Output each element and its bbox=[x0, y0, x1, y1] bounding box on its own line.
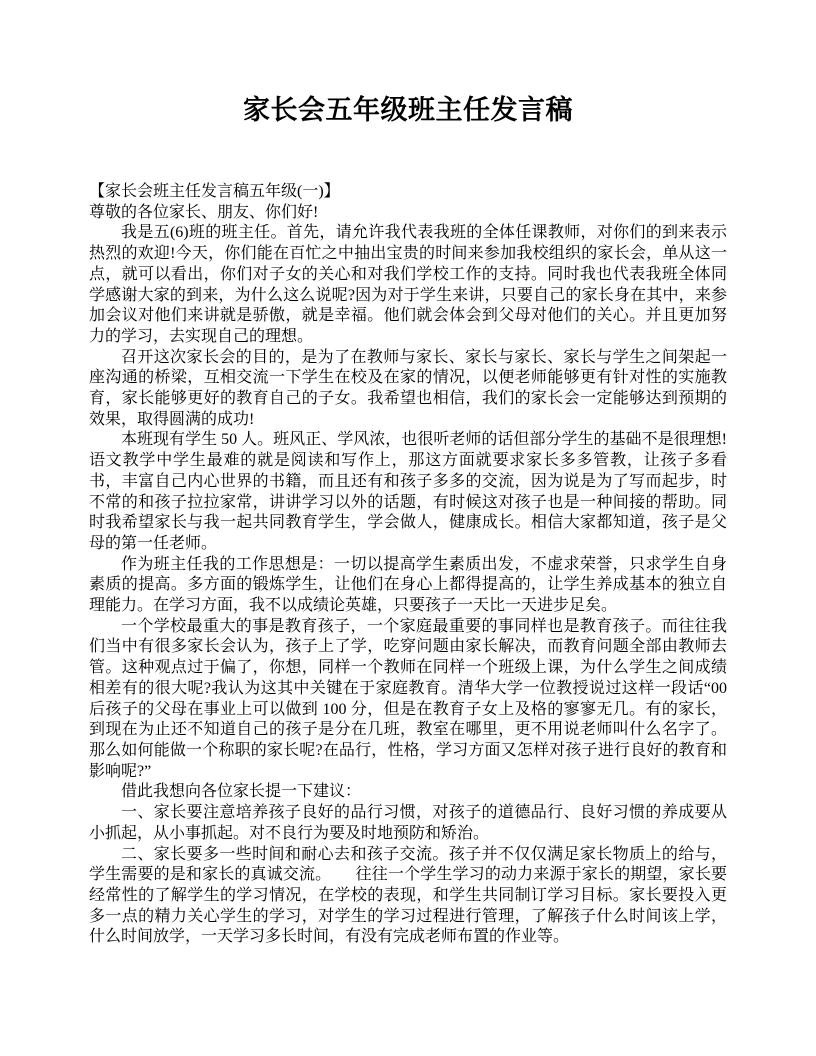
paragraph-meeting-purpose: 召开这次家长会的目的，是为了在教师与家长、家长与家长、家长与学生之间架起一座沟通的桥梁，互相交流一下学生在校及在家的情况，以便老师能够更有针对性的实施教育，家长能够更好的教育自己的子女。我希望也相信，我们的家长会一定能够达到预期的效果，取得圆满的成功! bbox=[89, 348, 727, 428]
salutation-line: 尊敬的各位家长、朋友、你们好! bbox=[89, 203, 319, 221]
section-heading: 【家长会班主任发言稿五年级(一)】 bbox=[89, 183, 340, 200]
paragraph-work-philosophy: 作为班主任我的工作思想是：一切以提高学生素质出发，不虚求荣誉，只求学生自身素质的提高。多方面的锻炼学生，让他们在身心上都得提高的，让学生养成基本的独立自理能力。在学习方面，我不以成绩论英雄，只要孩子一天比一天进步足矣。 bbox=[89, 555, 727, 615]
paragraph-suggestions-lead-in: 借此我想向各位家长提一下建议： bbox=[121, 783, 362, 801]
paragraph-family-education: 一个学校最重大的事是教育孩子，一个家庭最重要的事同样也是教育孩子。而往往我们当中有很多家长会认为，孩子上了学，吃穿问题由家长解决，而教育问题全部由教师去管。这种观点过于偏了，你想，同样一个教师在同样一个班级上课，为什么学生之间成绩相差有的很大呢?我认为这其中关键在于家庭教育。清华大学一位教授说过这样一段话“00 后孩子的父母在事业上可以做到 100 分，但是在教育子女上及格的寥寥无几。有的家长，到现在为止还不知道自己的孩子是分在几班，教室在哪里，更不用说老师叫什么名字了。那么如何能做一个称职的家长呢?在品行，性格，学习方面又怎样对孩子进行良好的教育和影响呢?” bbox=[89, 617, 727, 780]
paragraph-suggestion-1: 一、家长要注意培养孩子良好的品行习惯，对孩子的道德品行、良好习惯的养成要从小抓起，从小事抓起。对不良行为要及时地预防和矫治。 bbox=[89, 804, 727, 842]
paragraph-class-status: 本班现有学生 50 人。班风正、学风浓，也很听老师的话但部分学生的基础不是很理想!语文教学中学生最难的就是阅读和写作上，那这方面就要求家长多多管教，让孩子多看书，丰富自己内心世界的书籍，而且还有和孩子多多的交流，因为说是为了写而起步，时不常的和孩子拉拉家常，讲讲学习以外的话题，有时候这对孩子也是一种间接的帮助。同时我希望家长与我一起共同教育学生，学会做人，健康成长。相信大家都知道，孩子是父母的第一任老师。 bbox=[89, 431, 727, 552]
paragraph-suggestion-2: 二、家长要多一些时间和耐心去和孩子交流。孩子并不仅仅满足家长物质上的给与，学生需要的是和家长的真诚交流。 往往一个学生学习的动力来源于家长的期望，家长要经常性的了解学生的学习情况，在学校的表现，和学生共同制订学习目标。家长要投入更多一点的精力关心学生的学习，对学生的学习过程进行管理，了解孩子什么时间该上学，什么时间放学，一天学习多长时间，有没有完成老师布置的作业等。 bbox=[89, 845, 727, 946]
document-title: 家长会五年级班主任发言稿 bbox=[243, 95, 573, 125]
document-body bbox=[89, 182, 727, 948]
paragraph-introduction: 我是五(6)班的班主任。首先，请允许我代表我班的全体任课教师，对你们的到来表示热烈的欢迎!今天，你们能在百忙之中抽出宝贵的时间来参加我校组织的家长会，单从这一点，就可以看出，你们对子女的关心和对我们学校工作的支持。同时我也代表我班全体同学感谢大家的到来，为什么这么说呢?因为对于学生来讲，只要自己的家长身在其中，来参加会议对他们来讲就是骄傲，就是幸福。他们就会体会到父母对他们的关心。并且更加努力的学习，去实现自己的理想。 bbox=[89, 224, 727, 345]
